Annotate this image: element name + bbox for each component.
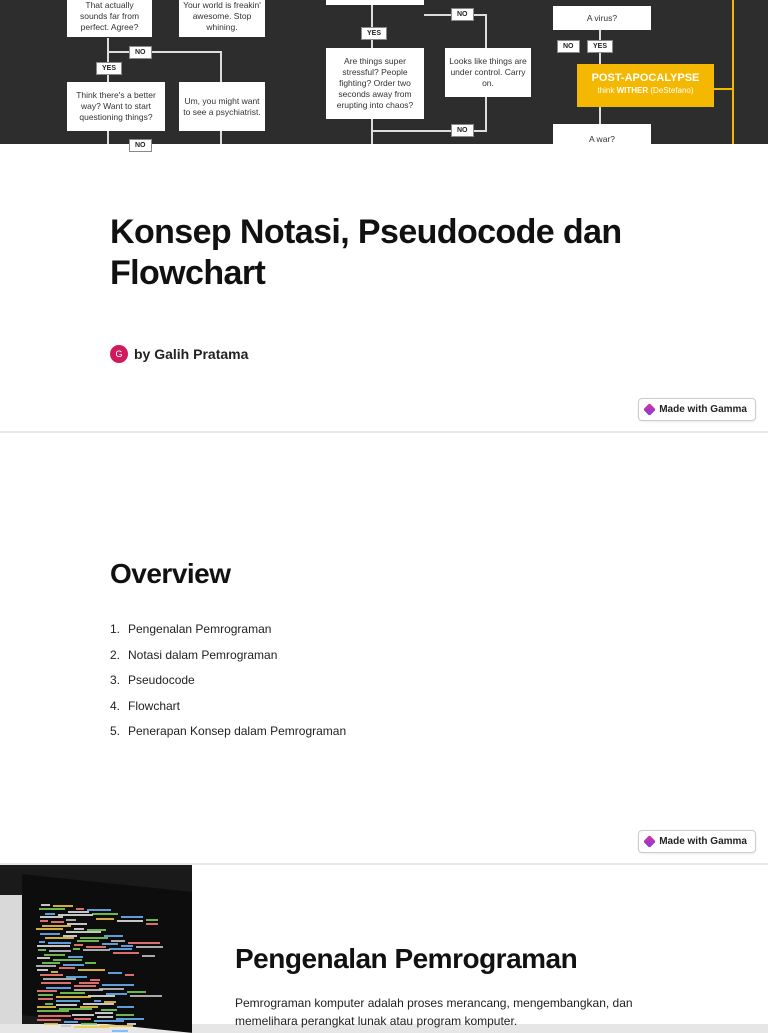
made-with-gamma-badge[interactable] (638, 398, 756, 421)
title-slide (0, 0, 768, 431)
flowchart-tag-no: NO (129, 46, 152, 59)
section-heading: Pengenalan Pemrograman (235, 943, 578, 974)
intro-programming-slide (0, 865, 768, 1028)
author-byline (110, 345, 248, 363)
overview-heading: Overview (110, 558, 231, 589)
flowchart-tag-no: NO (451, 8, 474, 21)
flowchart-box-better-way: Think there's a better way? Want to start questioning things? (67, 82, 165, 131)
list-item: 1. Pengenalan Pemrograman (110, 622, 272, 636)
flowchart-box-stressful: Are things super stressful? People fighting? Order two seconds away from erupting into chaos? (326, 48, 424, 119)
overview-slide (0, 433, 768, 863)
gamma-badge-label: Made with Gamma (659, 404, 747, 415)
post-think-label: think (597, 86, 615, 95)
post-author-label: (DeStefano) (650, 86, 694, 95)
overview-list (110, 617, 346, 745)
flowchart-tag-yes: YES (96, 62, 122, 75)
made-with-gamma-badge[interactable] (638, 830, 756, 853)
presentation-title: Konsep Notasi, Pseudocode dan Flowchart (110, 213, 622, 292)
list-item: 4. Flowchart (110, 698, 181, 713)
flowchart-box-psychiatrist: Um, you might want to see a psychiatrist. (179, 82, 265, 131)
flowchart-banner-image (0, 0, 768, 149)
code-screen-photo (0, 865, 192, 1024)
flowchart-box-war: A war? (553, 124, 651, 154)
flowchart-box-top (326, 0, 424, 5)
flowchart-tag-no: NO (451, 124, 474, 137)
author-name: by Galih Pratama (134, 346, 249, 362)
flowchart-post-apocalypse (577, 64, 714, 107)
flowchart-box-virus: A virus? (553, 6, 651, 30)
gamma-logo-icon (643, 403, 656, 416)
list-item: 3. Pseudocode (110, 673, 195, 687)
flowchart-box-control: Looks like things are under control. Carry on. (445, 48, 531, 97)
flowchart-tag-no: NO (129, 139, 152, 152)
flowchart-box-awesome: Your world is freakin' awesome. Stop whining. (179, 0, 265, 37)
avatar: G (110, 345, 128, 363)
list-item: 2. Notasi dalam Pemrograman (110, 647, 278, 662)
flowchart-tag-no: NO (557, 40, 580, 53)
flowchart-tag-yes: YES (361, 27, 387, 40)
gamma-badge-label: Made with Gamma (659, 836, 747, 847)
section-paragraph: Pemrograman komputer adalah proses merancang, mengembangkan, dan memelihara perangkat lunak atau program komputer. (235, 996, 633, 1028)
flowchart-box-agree: That actually sounds far from perfect. Agree? (67, 0, 152, 37)
gamma-logo-icon (643, 835, 656, 848)
post-apocalypse-title: POST-APOCALYPSE (591, 72, 700, 84)
list-item: 5. Penerapan Konsep dalam Pemrograman (110, 724, 347, 738)
flowchart-tag-yes: YES (587, 40, 613, 53)
post-book-label: WITHER (616, 86, 649, 95)
